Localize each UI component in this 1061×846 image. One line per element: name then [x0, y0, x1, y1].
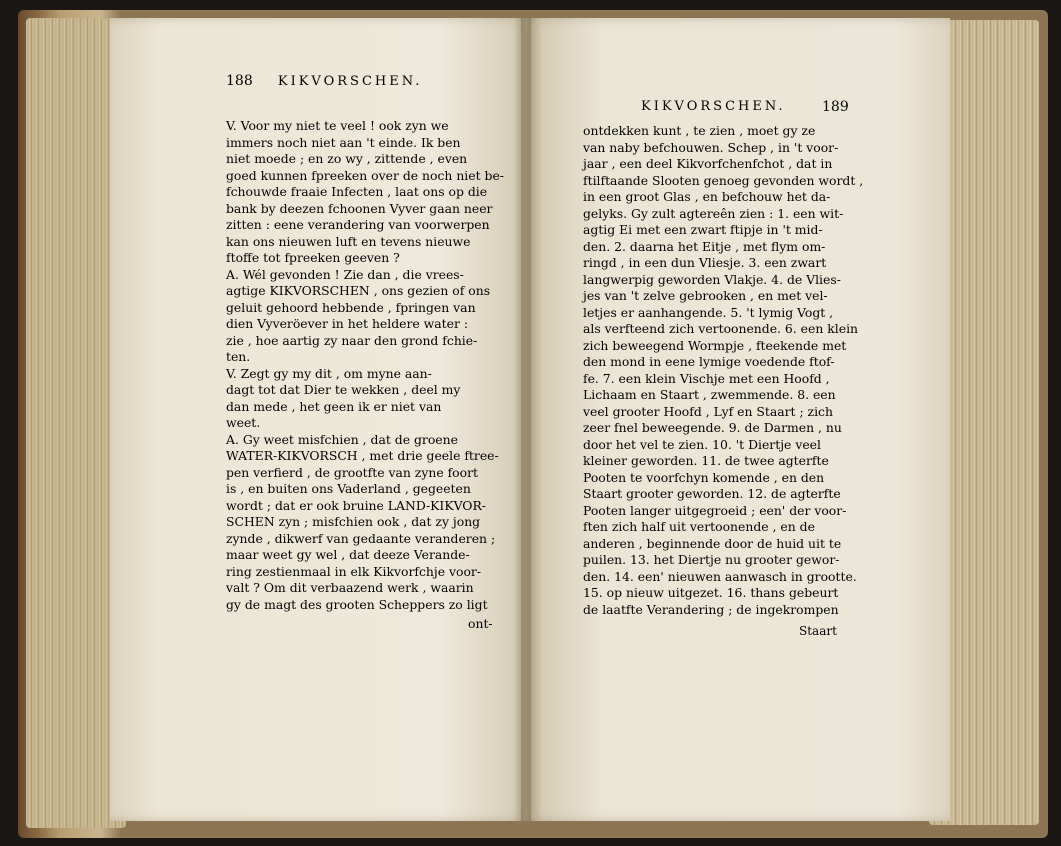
text-line: kleiner geworden. 11. de twee agterfte: [583, 453, 829, 468]
text-line: van naby befchouwen. Schep , in 't voor-: [583, 139, 839, 155]
text-line: ften zich half uit vertoonende , en de: [583, 519, 815, 534]
text-line: anderen , beginnende door de huid uit te: [583, 535, 842, 551]
text-line: niet moede ; en zo wy , zittende , even: [226, 151, 468, 166]
text-line: zich beweegend Wormpje , fteekende met: [583, 337, 847, 353]
text-line: langwerpig geworden Vlakje. 4. de Vlies-: [583, 271, 841, 287]
text-line: is , en buiten ons Vaderland , gegeeten: [226, 481, 471, 496]
text-line: zie , hoe aartig zy naar den grond fchie-: [226, 332, 478, 348]
right-catchword: Staart: [799, 624, 837, 638]
text-line: 15. op nieuw uitgezet. 16. thans gebeurt: [583, 585, 839, 600]
text-line: A. Gy weet misfchien , dat de groene: [226, 431, 458, 447]
text-line: zeer fnel beweegende. 9. de Darmen , nu: [583, 420, 842, 435]
text-line: zitten : eene verandering van voorwerpen: [226, 217, 490, 232]
right-page-header: [641, 99, 786, 114]
text-line: ftoffe tot fpreeken geeven ?: [226, 250, 400, 265]
text-line: kan ons nieuwen luft en tevens nieuwe: [226, 233, 471, 249]
text-line: letjes er aanhangende. 5. 't lymig Vogt ,: [583, 304, 834, 320]
text-line: dan mede , het geen ik er niet van: [226, 398, 442, 414]
text-line: weet.: [226, 415, 261, 430]
text-line: goed kunnen fpreeken over de noch niet be-: [226, 167, 504, 183]
text-line: Pooten te voorfchyn komende , en den: [583, 469, 825, 485]
text-line: A. Wél gevonden ! Zie dan , die vrees-: [226, 266, 464, 282]
text-line: in een groot Glas , en befchouw het da-: [583, 189, 831, 204]
left-page-header: [226, 73, 422, 89]
text-line: wordt ; dat er ook bruine LAND-KIKVOR-: [226, 497, 486, 513]
text-line: den. 14. een' nieuwen aanwasch in grootte.: [583, 568, 857, 584]
text-line: WATER-KIKVORSCH , met drie geele ftree-: [226, 448, 499, 463]
right-running-head: KIKVORSCHEN.: [641, 99, 786, 114]
text-line: gelyks. Gy zult agtereên zien : 1. een wit-: [583, 205, 844, 221]
text-line: SCHEN zyn ; misfchien ook , dat zy jong: [226, 514, 481, 529]
text-line: bank by deezen fchoonen Vyver gaan neer: [226, 200, 493, 216]
text-line: dagt tot dat Dier te wekken , deel my: [226, 382, 461, 397]
text-line: door het vel te zien. 10. 't Diertje veel: [583, 436, 821, 452]
book-gutter: [521, 18, 531, 821]
text-line: V. Voor my niet te veel ! ook zyn we: [226, 118, 449, 133]
left-page-body: [226, 118, 504, 613]
text-line: fchouwde fraaie Infecten , laat ons op die: [226, 184, 488, 199]
text-line: geluit gehoord hebbende , fpringen van: [226, 299, 476, 315]
text-line: als verfteend zich vertoonende. 6. een klein: [583, 321, 859, 336]
text-line: V. Zegt gy my dit , om myne aan-: [226, 365, 432, 381]
right-page-number: 189: [822, 99, 849, 115]
text-line: ontdekken kunt , te zien , moet gy ze: [583, 123, 816, 138]
right-page-body: [583, 123, 864, 618]
text-line: agtig Ei met een zwart ftipje in 't mid-: [583, 222, 823, 237]
text-line: ten.: [226, 349, 251, 364]
text-line: dien Vyveröever in het heldere water :: [226, 316, 469, 331]
text-line: gy de magt des grooten Scheppers zo ligt: [226, 596, 488, 612]
text-line: agtige KIKVORSCHEN , ons gezien of ons: [226, 283, 491, 298]
text-line: immers noch niet aan 't einde. Ik ben: [226, 134, 461, 150]
text-line: Pooten langer uitgegroeid ; een' der voor-: [583, 502, 847, 518]
left-running-head: KIKVORSCHEN.: [277, 74, 423, 89]
text-line: jes van 't zelve gebrooken , en met vel-: [583, 288, 828, 303]
text-line: puilen. 13. het Diertje nu grooter gewor-: [583, 552, 840, 567]
text-line: valt ? Om dit verbaazend werk , waarin: [226, 580, 474, 595]
text-line: ftilftaande Slooten genoeg gevonden wordt ,: [583, 172, 864, 188]
text-line: ring zestienmaal in elk Kikvorfchje voor-: [226, 563, 482, 579]
text-line: ringd , in een dun Vliesje. 3. een zwart: [583, 255, 827, 270]
text-line: jaar , een deel Kikvorfchenfchot , dat in: [583, 156, 833, 171]
text-line: de laatfte Verandering ; de ingekrompen: [583, 601, 839, 617]
left-page-number: 188: [226, 73, 253, 89]
text-line: maar weet gy wel , dat deeze Verande-: [226, 547, 470, 562]
text-line: den mond in eene lymige voedende ftof-: [583, 354, 835, 369]
left-catchword: ont-: [468, 616, 493, 631]
text-line: pen verfierd , de grootfte van zyne foort: [226, 464, 478, 480]
text-line: den. 2. daarna het Eitje , met flym om-: [583, 238, 826, 254]
text-line: zynde , dikwerf van gedaante veranderen ;: [226, 530, 496, 546]
text-line: Lichaam en Staart , zwemmende. 8. een: [583, 387, 836, 402]
text-line: Staart grooter geworden. 12. de agterfte: [583, 486, 841, 501]
text-line: fe. 7. een klein Vischje met een Hoofd ,: [583, 370, 830, 386]
text-line: veel grooter Hoofd , Lyf en Staart ; zich: [583, 403, 833, 419]
